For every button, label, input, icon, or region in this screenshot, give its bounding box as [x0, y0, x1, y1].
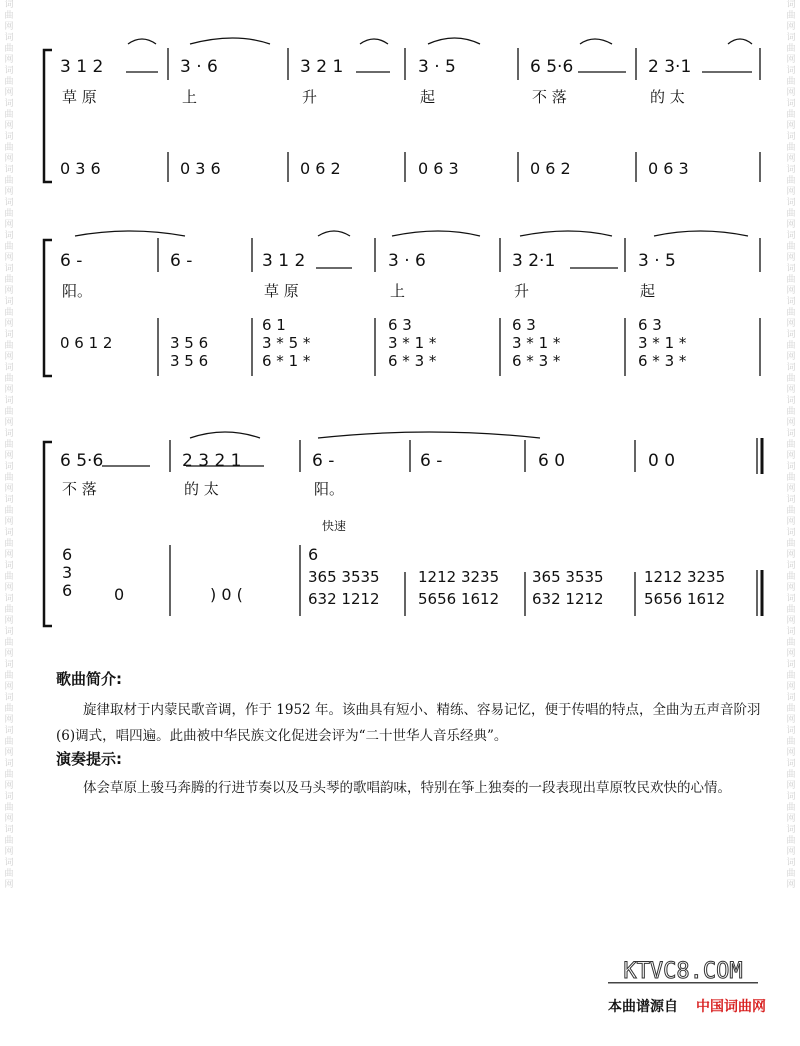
accomp-top-measure: 6 3: [388, 316, 412, 334]
accomp-upper-group: 1212 3235: [418, 568, 500, 586]
performance-tips: [56, 748, 776, 801]
melody-measure: 6 -: [170, 251, 193, 271]
accomp-upper-group: 365 3535: [532, 568, 604, 586]
tips-text: 体会草原上骏马奔腾的行进节奏以及马头琴的歌唱韵味，特别在筝上独奏的一段表现出草原牧民欢快的心情。: [83, 780, 731, 796]
accomp-measure: 3 * 5 *: [262, 334, 311, 352]
lyric-text: 阳。: [314, 480, 345, 498]
accomp-measure: 3 * 1 *: [388, 334, 437, 352]
lyric-text: 上: [182, 88, 198, 106]
accomp-measure: 0 6 3: [418, 159, 459, 178]
melody-measure: 2 3·1: [648, 57, 692, 77]
accomp-rest: 0: [114, 585, 125, 604]
melody-measure: 3 · 5: [418, 57, 456, 77]
melody-measure: 3 1 2: [262, 251, 306, 271]
accomp-low-measure: 3 5 6: [170, 352, 209, 370]
melody-measure: 3 2 1: [300, 57, 344, 77]
melody-measure: 6 0: [538, 451, 566, 471]
accomp-chord-note: 6: [62, 581, 73, 600]
accomp-measure: 3 5 6: [170, 334, 209, 352]
tempo-marking: 快速: [322, 519, 347, 533]
intro-text: 旋律取材于内蒙民歌音调，作于 1952 年。该曲具有短小、精练、容易记忆，便于传唱的特点，全曲为五声音阶羽(6)调式，唱四遍。此曲被中华民族文化促进会评为“二十世华人音乐经典”。: [56, 702, 761, 744]
melody-measure: 6 -: [60, 251, 83, 271]
accomp-lower-group: 5656 1612: [418, 590, 500, 608]
lyric-text: 的 太: [184, 480, 219, 498]
melody-measure: 3 · 6: [388, 251, 426, 271]
accomp-lower-group: 5656 1612: [644, 590, 726, 608]
accomp-bracket: ) 0 (: [210, 585, 243, 604]
accomp-measure: 0 6 2: [530, 159, 571, 178]
song-intro: [56, 668, 776, 749]
accomp-measure: 3 * 1 *: [638, 334, 687, 352]
lyric-text: 起: [640, 282, 656, 300]
accomp-upper-group: 1212 3235: [644, 568, 726, 586]
accomp-low-measure: 6 * 3 *: [512, 352, 561, 370]
accomp-measure: 0 6 1 2: [60, 334, 113, 352]
accomp-top-measure: 6 3: [638, 316, 662, 334]
accomp-measure: 3 * 1 *: [512, 334, 561, 352]
melody-measure: 6 -: [312, 451, 335, 471]
accomp-top-measure: 6 1: [262, 316, 286, 334]
accomp-low-measure: 6 * 3 *: [388, 352, 437, 370]
lyric-text: 的 太: [650, 88, 685, 106]
source-label: 本曲谱源自: [608, 999, 678, 1015]
tips-heading: 演奏提示:: [56, 750, 122, 768]
lyric-text: 升: [514, 282, 530, 300]
accomp-lower-group: 632 1212: [308, 590, 380, 608]
accomp-low-measure: 6 * 3 *: [638, 352, 687, 370]
source-credit: [608, 996, 766, 1016]
melody-measure: 6 5·6: [60, 451, 104, 471]
lyric-text: 草 原: [264, 282, 299, 300]
melody-measure: 3 · 5: [638, 251, 676, 271]
lyric-text: 草 原: [62, 88, 97, 106]
source-site-link[interactable]: 中国词曲网: [696, 999, 766, 1015]
accomp-chord-note: 6: [62, 545, 73, 564]
accomp-low-measure: 6 * 1 *: [262, 352, 311, 370]
melody-measure: 3 1 2: [60, 57, 104, 77]
melody-measure: 6 5·6: [530, 57, 574, 77]
accomp-chord-note: 3: [62, 563, 73, 582]
accomp-measure: 0 6 2: [300, 159, 341, 178]
accomp-measure: 0 6 3: [648, 159, 689, 178]
intro-heading: 歌曲简介:: [56, 670, 122, 688]
melody-measure: 6 -: [420, 451, 443, 471]
lyric-text: 上: [390, 282, 406, 300]
logo-text: KTVC8.COM: [623, 959, 743, 984]
accomp-measure: 0 3 6: [60, 159, 101, 178]
melody-measure: 2 3 2 1: [182, 451, 242, 471]
watermark-right: 词曲网词曲网词曲网词曲网词曲网词曲网词曲网词曲网词曲网词曲网词曲网词曲网词曲网词曲网词曲网词曲网词曲网词曲网词曲网词曲网词曲网词曲网词曲网词曲网词曲网词曲网词曲网: [786, 0, 796, 890]
melody-measure: 3 2·1: [512, 251, 556, 271]
lyric-text: 不 落: [62, 480, 97, 498]
lyric-text: 升: [302, 88, 318, 106]
accomp-lower-group: 632 1212: [532, 590, 604, 608]
accomp-top-measure: 6 3: [512, 316, 536, 334]
lyric-text: 起: [420, 88, 436, 106]
accomp-chord-note: 6: [308, 545, 319, 564]
site-logo: [608, 956, 758, 986]
lyric-text: 阳。: [62, 282, 93, 300]
melody-measure: 0 0: [648, 451, 676, 471]
watermark-left: 词曲网词曲网词曲网词曲网词曲网词曲网词曲网词曲网词曲网词曲网词曲网词曲网词曲网词曲网词曲网词曲网词曲网词曲网词曲网词曲网词曲网词曲网词曲网词曲网词曲网词曲网词曲网: [4, 0, 14, 890]
accomp-measure: 0 3 6: [180, 159, 221, 178]
lyric-text: 不 落: [532, 88, 567, 106]
accomp-upper-group: 365 3535: [308, 568, 380, 586]
melody-measure: 3 · 6: [180, 57, 218, 77]
